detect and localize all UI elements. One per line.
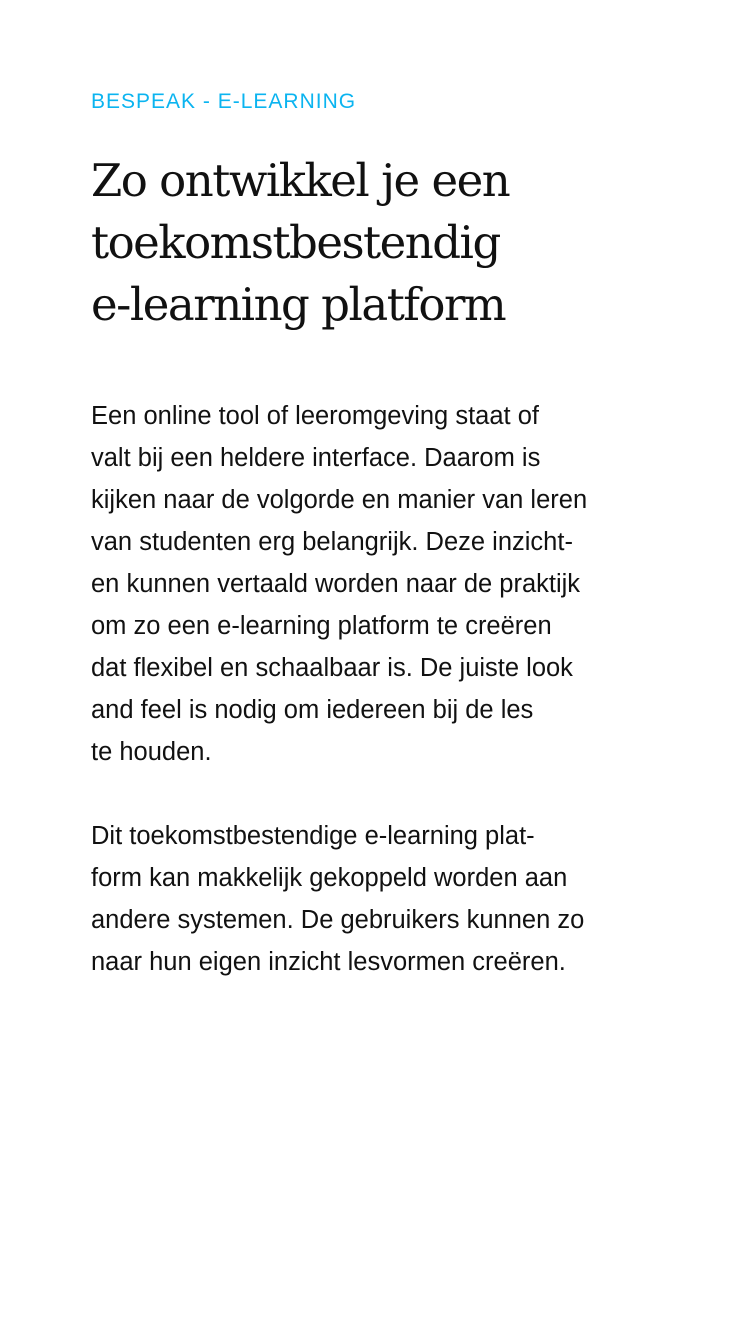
- category-label: BESPEAK - E-LEARNING: [91, 90, 357, 113]
- text-line: om zo een e-learning platform te creëren: [91, 612, 552, 640]
- title-line: e-learning platform: [91, 278, 506, 331]
- text-line: te houden.: [91, 738, 212, 766]
- text-line: andere systemen. De gebruikers kunnen zo: [91, 906, 585, 934]
- text-line: naar hun eigen inzicht lesvormen creëren.: [91, 948, 566, 976]
- title-line: toekomstbestendig: [91, 216, 500, 269]
- text-line: kijken naar de volgorde en manier van leren: [91, 486, 588, 514]
- text-line: form kan makkelijk gekoppeld worden aan: [91, 864, 568, 892]
- text-line: and feel is nodig om iedereen bij de les: [91, 696, 534, 724]
- title-line: Zo ontwikkel je een: [91, 154, 510, 207]
- page-title: [91, 150, 509, 336]
- second-paragraph: [91, 815, 584, 983]
- intro-paragraph: [91, 395, 587, 773]
- text-line: van studenten erg belangrijk. Deze inzicht-: [91, 528, 573, 556]
- text-line: valt bij een heldere interface. Daarom is: [91, 444, 541, 472]
- text-line: Dit toekomstbestendige e-learning plat-: [91, 822, 535, 850]
- text-line: en kunnen vertaald worden naar de praktijk: [91, 570, 581, 598]
- text-line: dat flexibel en schaalbaar is. De juiste look: [91, 654, 573, 682]
- text-line: Een online tool of leeromgeving staat of: [91, 402, 539, 430]
